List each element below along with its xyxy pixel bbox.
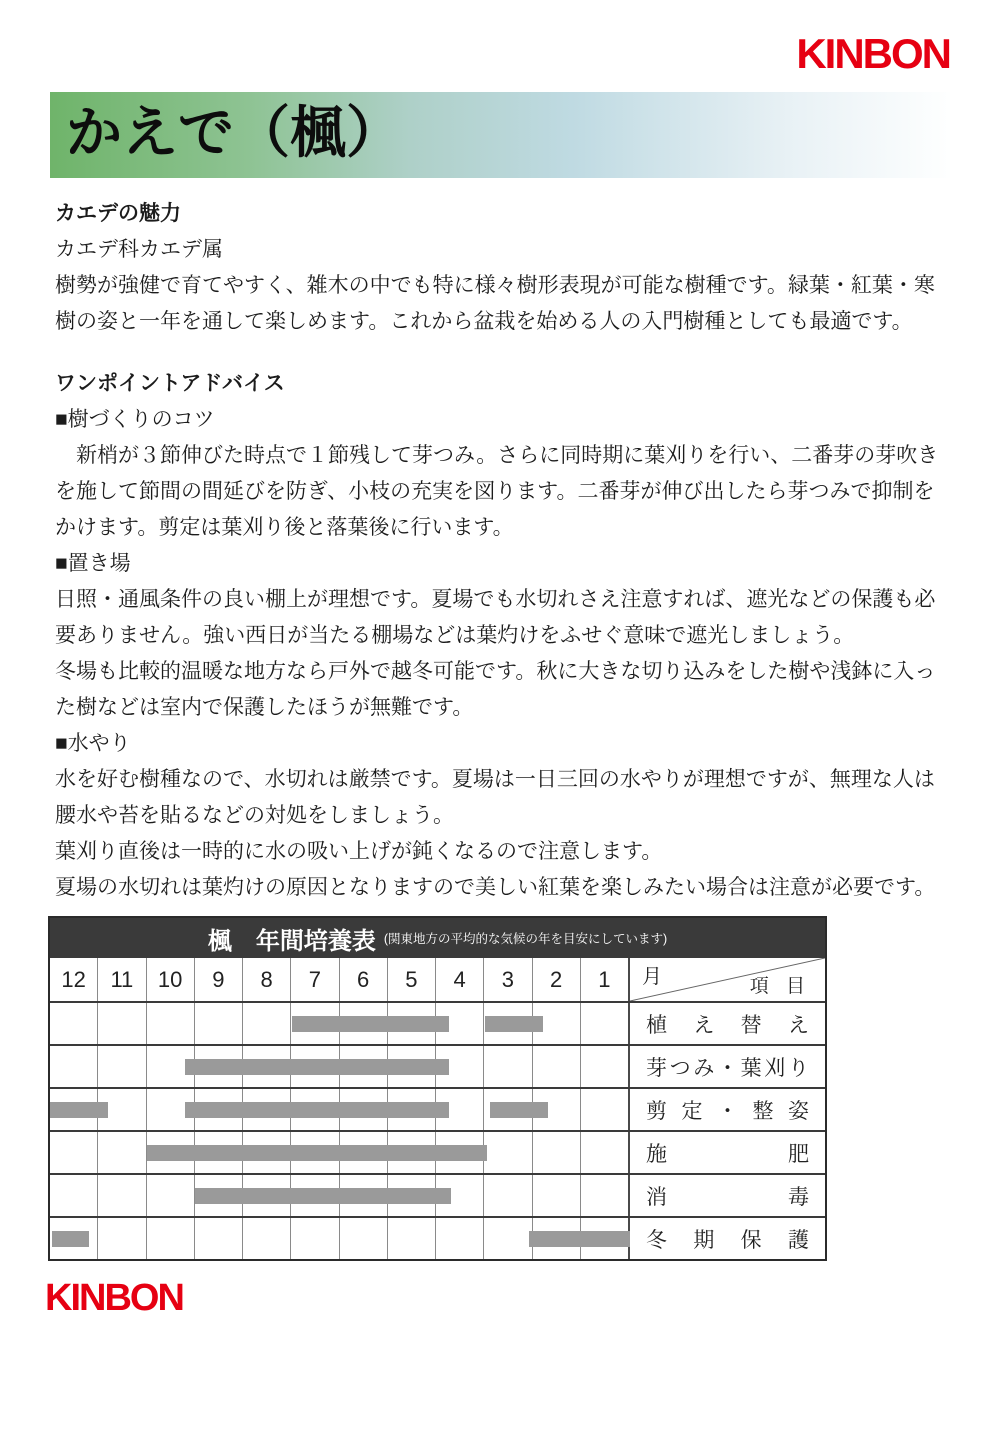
period-bar — [52, 1231, 88, 1247]
advice-block-watering — [55, 726, 950, 906]
row-label-char: つ — [669, 1056, 691, 1080]
calendar-cell — [195, 1003, 243, 1044]
advice-subheading: ■水やり — [55, 732, 131, 755]
calendar-row-months — [50, 1003, 630, 1044]
period-bar — [490, 1102, 548, 1118]
month-header-11: 11 — [98, 958, 146, 1001]
advice-paragraph: 新梢が３節伸びた時点で１節残して芽つみ。さらに同時期に葉刈りを行い、二番芽の芽吹きを施して節間の間延びを防ぎ、小枝の充実を図ります。二番芽が伸び出したら芽つみで抑制をかけます。剪定は葉刈り後と落葉後に行います。 — [55, 444, 939, 539]
calendar-cell — [147, 1175, 195, 1216]
advice-paragraph: 夏場の水切れは葉灼けの原因となりますので美しい紅葉を楽しみたい場合は注意が必要です。 — [55, 876, 936, 899]
row-label — [630, 1046, 825, 1087]
row-label-char: 植 — [646, 1013, 667, 1037]
advice-paragraph: 葉刈り直後は一時的に水の吸い上げが鈍くなるので注意します。 — [55, 840, 663, 863]
month-header-4: 4 — [436, 958, 484, 1001]
calendar-cell — [388, 1218, 436, 1259]
row-label-char: ・ — [717, 1099, 738, 1123]
row-label-char: 定 — [681, 1099, 703, 1123]
month-header-7: 7 — [291, 958, 339, 1001]
calendar-cell — [533, 1132, 581, 1173]
calendar-cell — [243, 1003, 291, 1044]
calendar-cell — [291, 1218, 339, 1259]
advice-block-tree-building — [55, 402, 950, 546]
month-header-9: 9 — [195, 958, 243, 1001]
corner-label-month: 月 — [642, 966, 662, 988]
brand-logo-top: KINBON — [796, 30, 950, 77]
month-header-10: 10 — [147, 958, 195, 1001]
calendar-row — [50, 1087, 825, 1130]
brand-logo-bottom: KINBON — [45, 1277, 183, 1319]
calendar-cell — [533, 1175, 581, 1216]
table-subtitle: (関東地方の平均的な気候の年を目安にしています) — [383, 932, 668, 946]
advice-subheading: ■置き場 — [55, 552, 131, 575]
title-banner — [50, 92, 950, 178]
calendar-row — [50, 1216, 825, 1259]
period-bar — [50, 1102, 108, 1118]
row-label-char: 施 — [646, 1142, 667, 1166]
calendar-grid — [50, 958, 825, 1259]
period-bar — [185, 1059, 448, 1075]
advice-subheading: ■樹づくりのコツ — [55, 408, 215, 431]
section-heading-advice: ワンポイントアドバイス — [55, 372, 285, 395]
table-header — [50, 918, 825, 958]
calendar-cell — [195, 1218, 243, 1259]
calendar-cell — [340, 1218, 388, 1259]
calendar-cell — [581, 1046, 630, 1087]
row-label — [630, 1089, 825, 1130]
calendar-row-months — [50, 1218, 630, 1259]
calendar-cell — [581, 1132, 630, 1173]
calendar-row — [50, 1130, 825, 1173]
month-header-12: 12 — [50, 958, 98, 1001]
month-header-cells — [50, 958, 630, 1001]
appeal-body: 樹勢が強健で育てやすく、雑木の中でも特に様々樹形表現が可能な樹種です。緑葉・紅葉・寒樹の姿と一年を通して楽しめます。これから盆栽を始める人の入門樹種としても最適です。 — [55, 274, 935, 333]
row-label — [630, 1132, 825, 1173]
section-heading-appeal: カエデの魅力 — [55, 202, 181, 225]
calendar-cell — [484, 1218, 532, 1259]
body-content — [55, 196, 950, 906]
calendar-row-months — [50, 1132, 630, 1173]
row-label — [630, 1175, 825, 1216]
calendar-cell — [98, 1132, 146, 1173]
corner-cell — [630, 958, 825, 1001]
period-bar — [292, 1016, 449, 1032]
section-spacer — [55, 340, 950, 366]
calendar-cell — [484, 1175, 532, 1216]
advice-paragraph: 水を好む樹種なので、水切れは厳禁です。夏場は一日三回の水やりが理想ですが、無理な人は腰水や苔を貼るなどの対処をしましょう。 — [55, 768, 935, 827]
row-label-char: り — [787, 1056, 809, 1080]
row-label-char: 護 — [787, 1228, 809, 1252]
appeal-subline: カエデ科カエデ属 — [55, 238, 223, 261]
row-label-char: 整 — [752, 1099, 774, 1123]
row-label-char: 葉 — [740, 1056, 762, 1080]
row-label-char: え — [787, 1013, 809, 1037]
row-label — [630, 1003, 825, 1044]
calendar-cell — [581, 1089, 630, 1130]
calendar-cell — [50, 1046, 98, 1087]
calendar-cell — [484, 1046, 532, 1087]
calendar-cell — [98, 1218, 146, 1259]
calendar-cell — [50, 1132, 98, 1173]
month-header-1: 1 — [581, 958, 630, 1001]
month-header-6: 6 — [340, 958, 388, 1001]
calendar-cell — [243, 1218, 291, 1259]
calendar-cell — [50, 1003, 98, 1044]
row-label-char: 芽 — [646, 1056, 667, 1080]
row-label-char: み — [693, 1056, 715, 1080]
table-title: 楓 年間培養表 — [207, 928, 376, 955]
month-header-row — [50, 958, 825, 1001]
period-bar — [185, 1102, 448, 1118]
row-label-char: 剪 — [646, 1099, 667, 1123]
row-label-char: 毒 — [788, 1185, 809, 1209]
calendar-cell — [484, 1132, 532, 1173]
period-bar — [195, 1188, 451, 1204]
row-label-char: 消 — [646, 1185, 667, 1209]
row-label-char: 冬 — [646, 1228, 667, 1252]
row-label-char: 刈 — [764, 1056, 786, 1080]
calendar-cell — [581, 1003, 630, 1044]
calendar-cell — [98, 1046, 146, 1087]
row-label-char: 保 — [740, 1228, 762, 1252]
period-bar — [485, 1016, 543, 1032]
month-header-8: 8 — [243, 958, 291, 1001]
month-header-2: 2 — [533, 958, 581, 1001]
calendar-row — [50, 1044, 825, 1087]
row-label-char: え — [693, 1013, 715, 1037]
calendar-row — [50, 1001, 825, 1044]
calendar-cell — [436, 1218, 484, 1259]
advice-paragraph: 日照・通風条件の良い棚上が理想です。夏場でも水切れさえ注意すれば、遮光などの保護も必要ありません。強い西日が当たる棚場などは葉灼けをふせぐ意味で遮光しましょう。 — [55, 588, 936, 647]
calendar-cell — [581, 1175, 630, 1216]
period-bar — [529, 1231, 631, 1247]
corner-label-item: 項 目 — [749, 976, 811, 997]
row-label-char: 姿 — [788, 1099, 809, 1123]
calendar-cell — [147, 1218, 195, 1259]
calendar-cell — [533, 1046, 581, 1087]
month-header-5: 5 — [388, 958, 436, 1001]
calendar-cell — [147, 1003, 195, 1044]
row-label — [630, 1218, 825, 1259]
cultivation-calendar-table — [48, 916, 827, 1261]
row-label-char: 肥 — [788, 1142, 809, 1166]
period-bar — [147, 1145, 488, 1161]
calendar-cell — [98, 1175, 146, 1216]
calendar-row-months — [50, 1089, 630, 1130]
row-label-char: 期 — [693, 1228, 715, 1252]
calendar-cell — [98, 1003, 146, 1044]
calendar-row — [50, 1173, 825, 1216]
advice-paragraph: 冬場も比較的温暖な地方なら戸外で越冬可能です。秋に大きな切り込みをした樹や浅鉢に入った樹などは室内で保護したほうが無難です。 — [55, 660, 936, 719]
row-label-char: 替 — [740, 1013, 762, 1037]
calendar-row-months — [50, 1175, 630, 1216]
calendar-row-months — [50, 1046, 630, 1087]
month-header-3: 3 — [484, 958, 532, 1001]
page-title: かえで（楓） — [66, 103, 402, 165]
row-label-char: ・ — [716, 1056, 738, 1080]
calendar-cell — [50, 1175, 98, 1216]
advice-block-placement — [55, 546, 950, 726]
